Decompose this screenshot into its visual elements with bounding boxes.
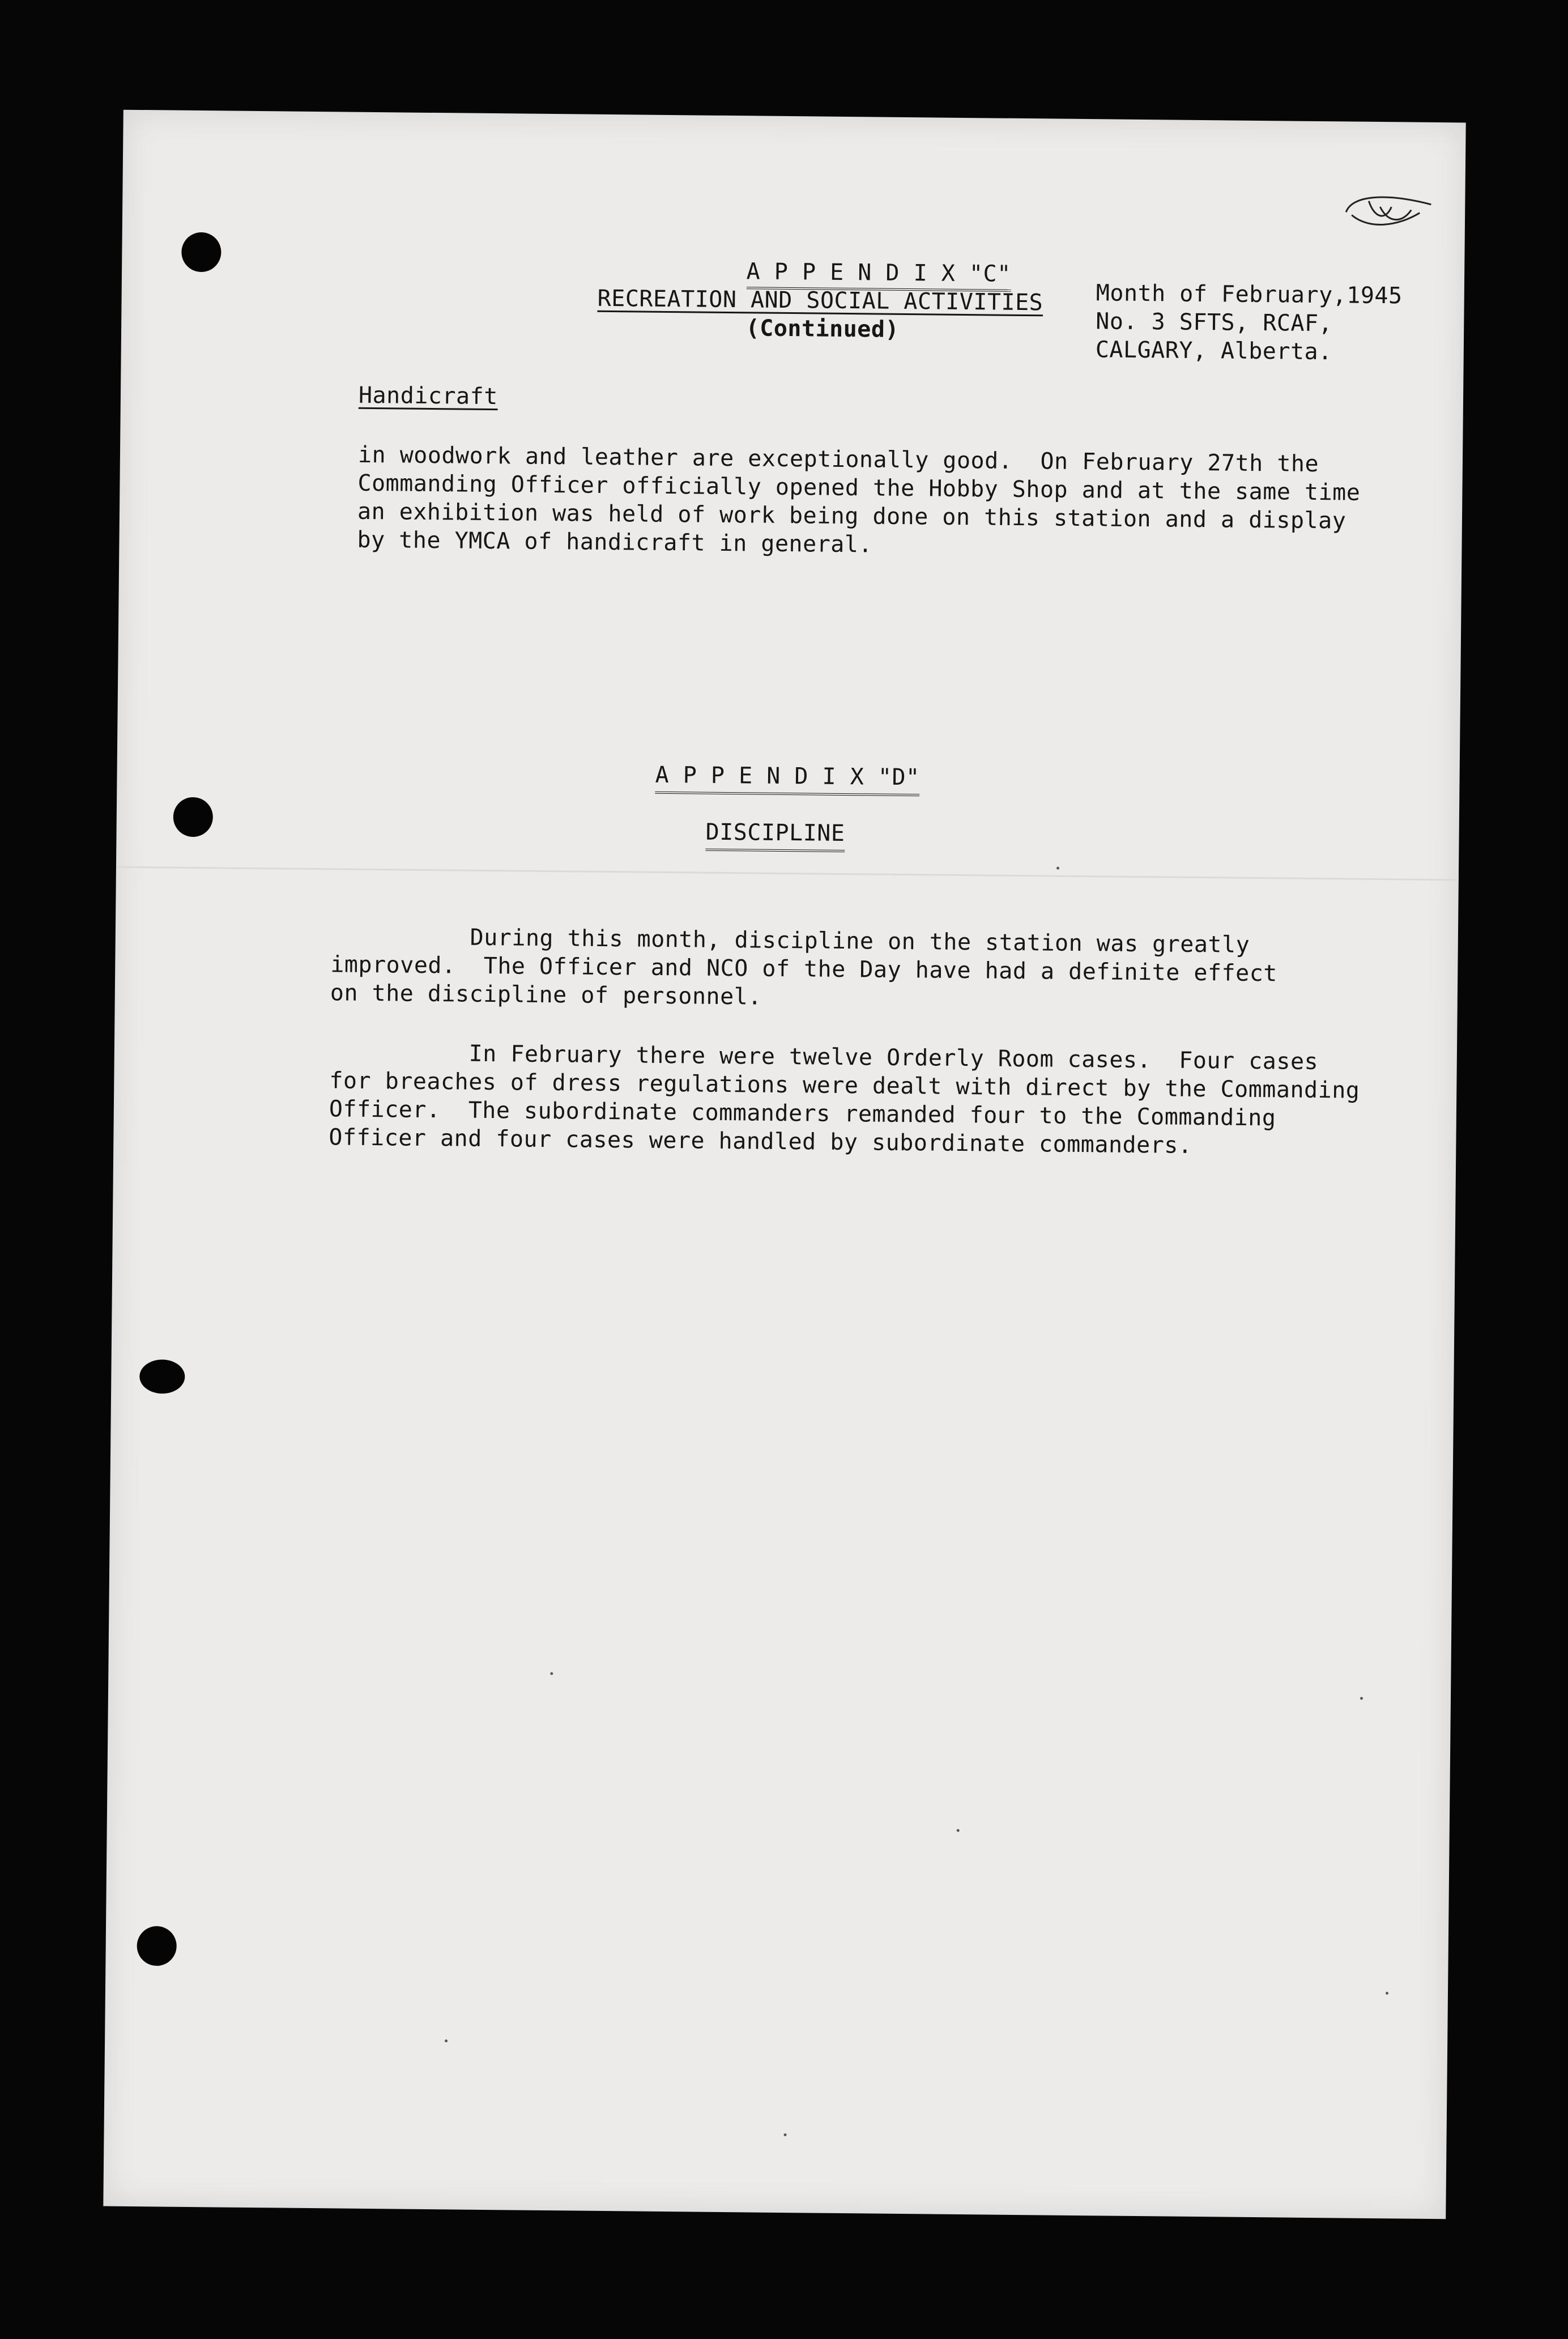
- punch-hole: [139, 1359, 185, 1394]
- paper-speck: [1056, 867, 1059, 870]
- handicraft-line-2: Commanding Officer officially opened the Hobby Shop and at the same time: [357, 470, 1361, 506]
- discipline-para2-line-4: Officer and four cases were handled by subordinate commanders.: [329, 1124, 1192, 1159]
- discipline-para2-line-1: In February there were twelve Orderly Room cases. Four cases: [329, 1039, 1319, 1075]
- punch-hole: [181, 232, 221, 273]
- paper-speck: [1360, 1697, 1363, 1700]
- appendix-d-heading: A P P E N D I X "D": [655, 761, 920, 796]
- handicraft-line-1: in woodwork and leather are exceptionally good. On February 27th the: [357, 441, 1319, 477]
- handicraft-line-4: by the YMCA of handicraft in general.: [357, 526, 873, 558]
- paper-speck: [445, 2039, 448, 2042]
- meta-location: CALGARY, Alberta.: [1095, 337, 1332, 365]
- punch-hole: [137, 1926, 177, 1966]
- paper-speck: [1386, 1992, 1388, 1994]
- discipline-para1-line-2: improved. The Officer and NCO of the Day have had a definite effect: [330, 951, 1278, 987]
- page-fold-line: [116, 866, 1459, 881]
- discipline-para2-line-3: Officer. The subordinate commanders remanded four to the Commanding: [329, 1096, 1276, 1132]
- appendix-c-heading: A P P E N D I X "C": [746, 258, 1011, 291]
- discipline-heading: DISCIPLINE: [705, 818, 845, 852]
- discipline-para1-line-1: During this month, discipline on the station was greatly: [330, 923, 1250, 958]
- discipline-para1-line-3: on the discipline of personnel.: [330, 980, 762, 1010]
- handwritten-mark-icon: [1335, 189, 1443, 236]
- meta-unit: No. 3 SFTS, RCAF,: [1096, 308, 1333, 337]
- paper-speck: [957, 1829, 960, 1832]
- paper-speck: [784, 2133, 787, 2136]
- meta-month: Month of February,1945: [1096, 280, 1403, 309]
- handicraft-title: Handicraft: [358, 382, 498, 410]
- continued-label: (Continued): [745, 315, 900, 343]
- appendix-c-subheading: RECREATION AND SOCIAL ACTIVITIES: [597, 285, 1043, 316]
- punch-hole: [173, 797, 214, 837]
- document-page: [103, 110, 1465, 2219]
- discipline-para2-line-2: for breaches of dress regulations were dealt with direct by the Commanding: [329, 1068, 1360, 1104]
- handicraft-line-3: an exhibition was held of work being done on this station and a display: [357, 498, 1347, 534]
- paper-speck: [550, 1672, 553, 1675]
